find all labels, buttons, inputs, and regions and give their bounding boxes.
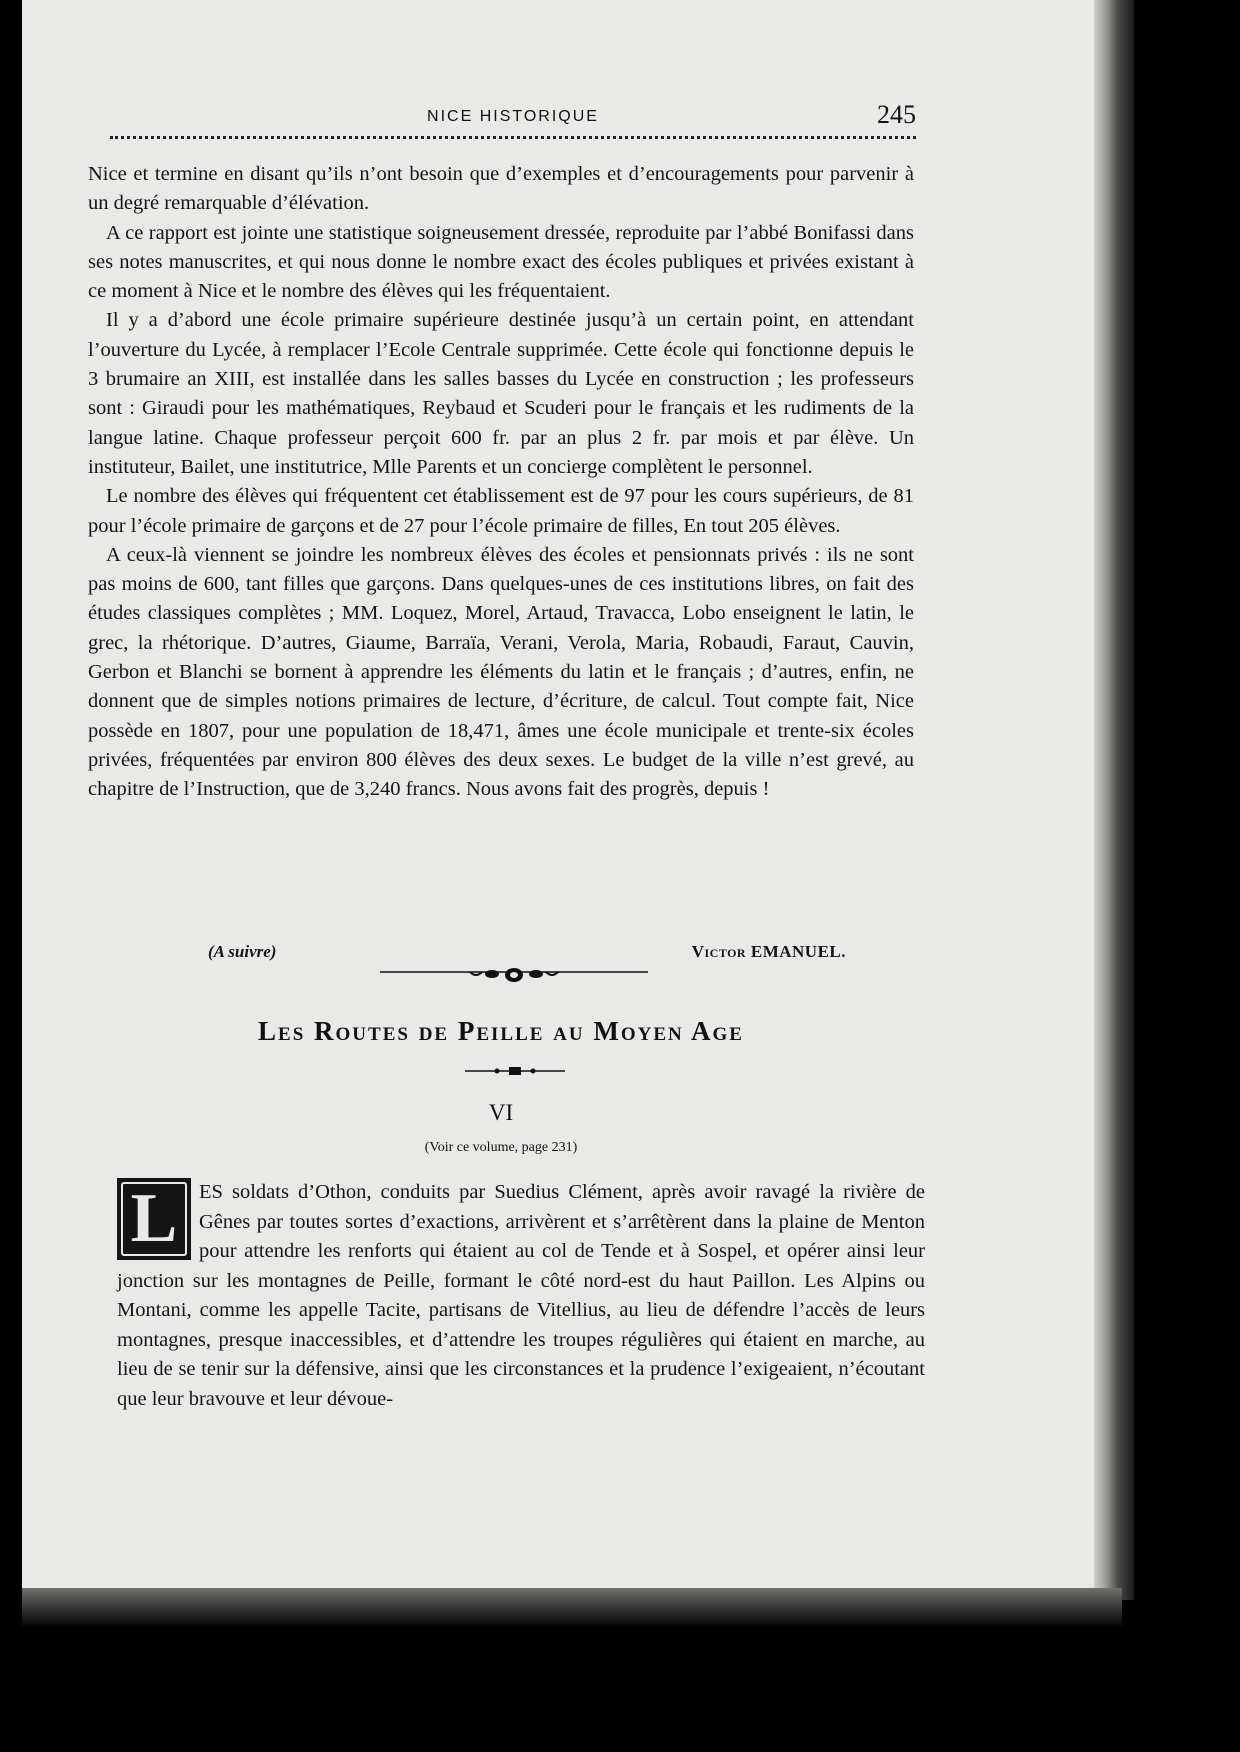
continuation-note: (A suivre) <box>208 942 277 961</box>
header-rule <box>110 136 916 139</box>
previous-article-body <box>88 160 914 805</box>
paragraph: Nice et termine en disant qu’ils n’ont besoin que d’exemples et d’encouragements pour parvenir à un degré remarquable d’élévation. <box>88 163 914 215</box>
dropcap-frame <box>121 1182 187 1256</box>
author-signature: Victor EMANUEL. <box>691 942 846 961</box>
page-bottom-shadow <box>22 1588 1122 1628</box>
section-reference: (Voir ce volume, page 231) <box>424 1140 578 1155</box>
small-ornament <box>465 1064 565 1078</box>
dropcap-glyph: L <box>130 1180 178 1257</box>
article-body <box>117 1178 925 1414</box>
page-edge-shadow <box>1094 0 1134 1600</box>
article-paragraph: ES soldats d’Othon, conduits par Suedius Clément, après avoir ravagé la rivière de Gênes par toutes sortes d’exactions, arrivèrent et s’arrêtèrent dans la plaine de Menton pour attendre les renforts qui étaient au col de Tende et à Sospel, et opérer ainsi leur jonction sur les montagnes de Peille, formant le côté nord-est du haut Paillon. Les Alpins ou Montani, comme les appelle Tacite, partisans de Vitellius, au lieu de défendre l’accès de leurs montagnes, presque inaccessibles, et d’attendre les troupes régulières qui étaient en marche, au lieu de se tenir sur la défensive, ainsi que les circonstances et la prudence l’exigeaient, n’écoutant que leur bravouve et leur dévoue- <box>117 1181 925 1410</box>
paragraph: Il y a d’abord une école primaire supérieure destinée jusqu’à un certain point, en attendant l’ouverture du Lycée, à remplacer l’Ecole Centrale supprimée. Cette école qui fonctionne depuis le 3 brumaire an XIII, est installée dans les salles basses du Lycée en construction ; les professeurs sont : Giraudi pour les mathématiques, Reybaud et Scuderi pour le français et les rudiments de la langue latine. Chaque professeur perçoit 600 fr. par an plus 2 fr. par mois et par élève. Un instituteur, Bailet, une institutrice, Mlle Parents et un concierge complètent le personnel. <box>88 309 914 478</box>
running-title: NICE HISTORIQUE <box>427 108 599 125</box>
paragraph: A ce rapport est jointe une statistique soigneusement dressée, reproduite par l’abbé Bonifassi dans ses notes manuscrites, et qui nous donne le nombre exact des écoles publiques et privées existant à ce moment à Nice et le nombre des élèves qui les fréquentaient. <box>88 221 914 303</box>
dropcap-letter <box>117 1178 191 1260</box>
page-number: 245 <box>877 100 916 129</box>
paragraph: A ceux-là viennent se joindre les nombreux élèves des écoles et pensionnats privés : ils ne sont pas moins de 600, tant filles que garçons. Dans quelques-unes de ces institutions libres, on fait des études classiques complètes ; MM. Loquez, Morel, Artaud, Travacca, Lobo enseignent le latin, le grec, la rhétorique. D’autres, Giaume, Barraïa, Verani, Verola, Maria, Robaudi, Faraut, Cauvin, Gerbon et Blanchi se bornent à apprendre les éléments du latin et le français ; d’autres, enfin, ne donnent que de simples notions primaires de lecture, d’écriture, de calcul. Tout compte fait, Nice possède en 1807, pour une population de 18,471, âmes une école municipale et trente-six écoles privées, fréquentées par environ 800 élèves des deux sexes. Le budget de la ville n’est grevé, au chapitre de l’Instruction, que de 3,240 francs. Nous avons fait des progrès, depuis ! <box>88 543 914 801</box>
ornament-divider <box>380 962 648 992</box>
paragraph: Le nombre des élèves qui fréquentent cet établissement est de 97 pour les cours supérieurs, de 81 pour l’école primaire de garçons et de 27 pour l’école primaire de filles, En tout 205 élèves. <box>88 485 914 537</box>
article-title: Les Routes de Peille au Moyen Age <box>258 1016 744 1046</box>
section-number: VI <box>488 1100 514 1125</box>
running-head <box>110 100 916 140</box>
